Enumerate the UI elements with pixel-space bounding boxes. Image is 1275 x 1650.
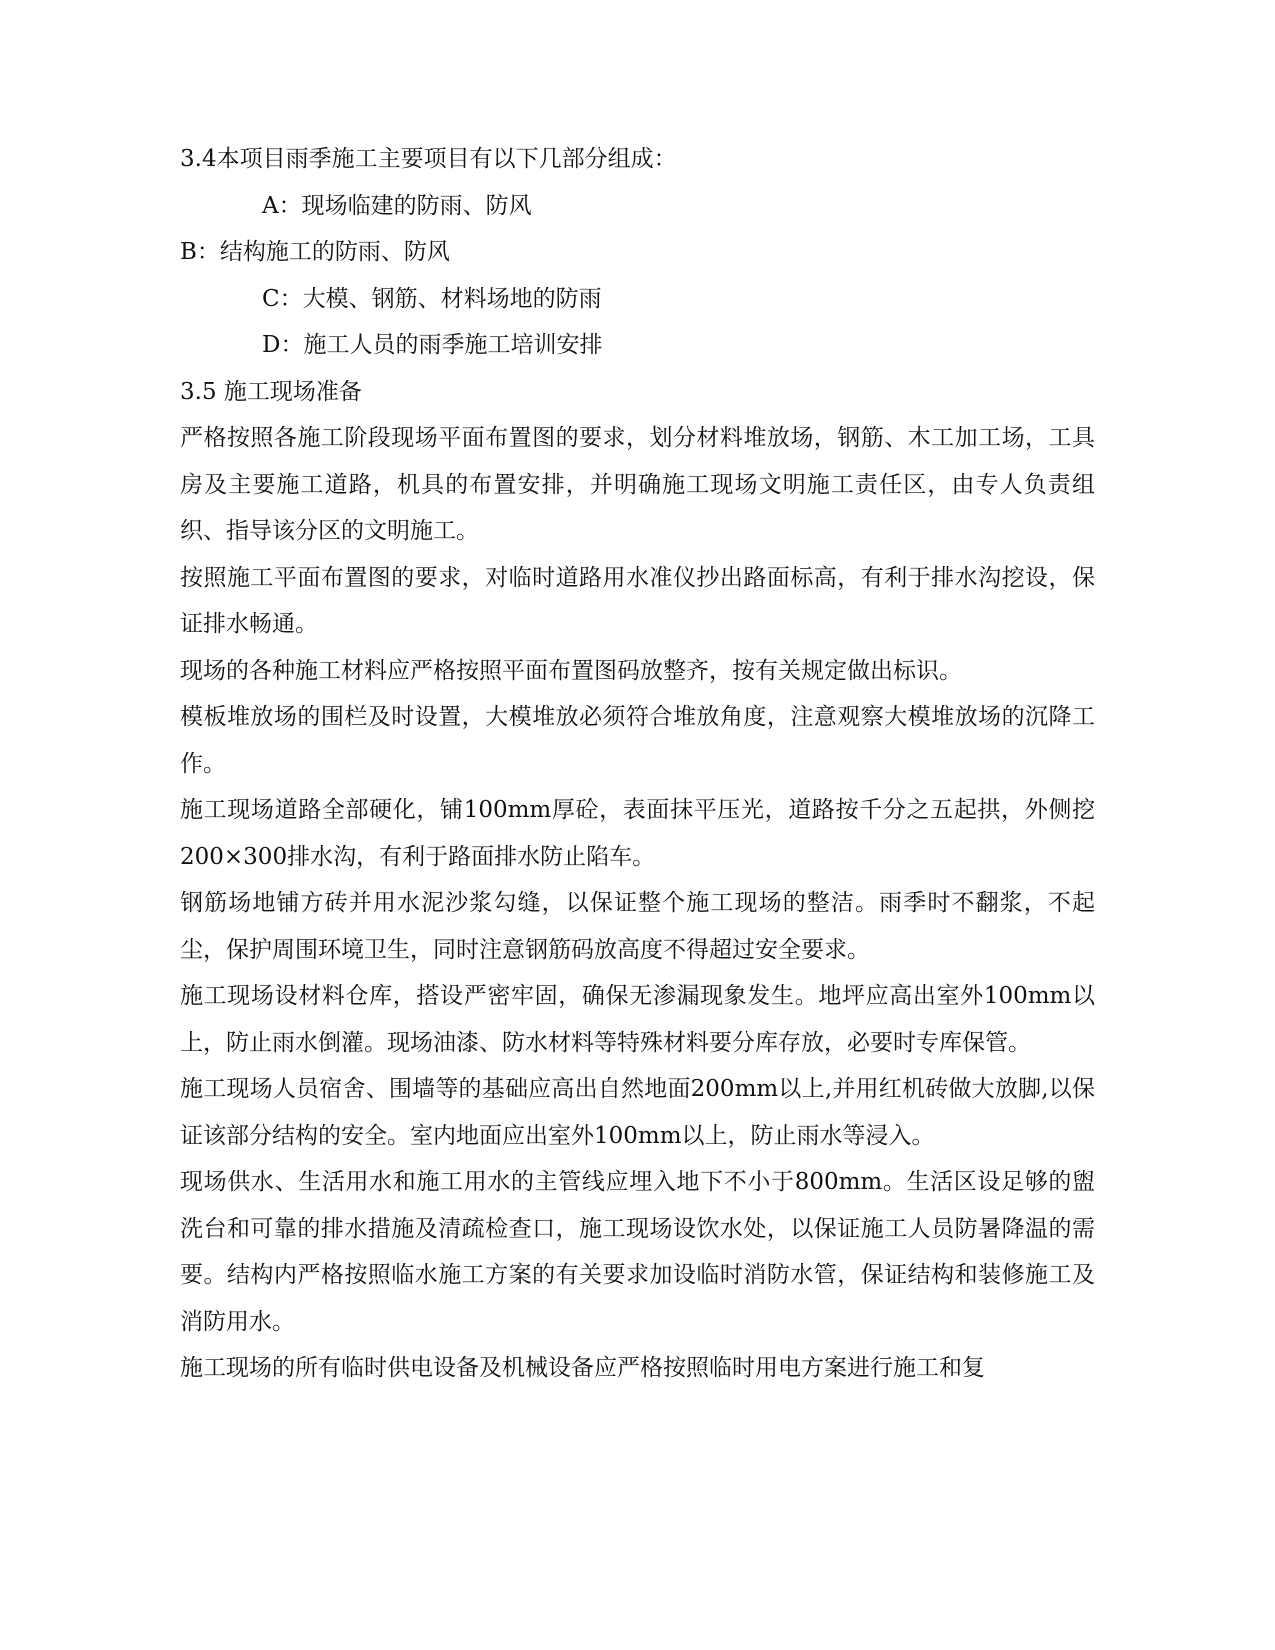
paragraph-power-supply: 施工现场的所有临时供电设备及机械设备应严格按照临时用电方案进行施工和复 <box>180 1355 985 1381</box>
paragraph-road-elevation: 按照施工平面布置图的要求，对临时道路用水准仪抄出路面标高，有利于排水沟挖设，保证排水畅通。 <box>180 564 1095 637</box>
paragraph-rebar-yard: 钢筋场地铺方砖并用水泥沙浆勾缝，以保证整个施工现场的整洁。雨季时不翻浆，不起尘，保护周围环境卫生，同时注意钢筋码放高度不得超过安全要求。 <box>180 890 1095 963</box>
list-item-b: B：结构施工的防雨、防风 <box>180 239 450 265</box>
list-item-d: D：施工人员的雨季施工培训安排 <box>262 332 603 358</box>
document-page <box>180 136 1095 1392</box>
list-item-a: A：现场临建的防雨、防风 <box>262 192 532 219</box>
paragraph-site-layout: 严格按照各施工阶段现场平面布置图的要求，划分材料堆放场，钢筋、木工加工场，工具房及主要施工道路，机具的布置安排，并明确施工现场文明施工责任区，由专人负责组织、指导该分区的文明施工。 <box>180 425 1095 544</box>
paragraph-warehouse: 施工现场设材料仓库，搭设严密牢固，确保无渗漏现象发生。地坪应高出室外100mm以上，防止雨水倒灌。现场油漆、防水材料等特殊材料要分库存放，必要时专库保管。 <box>180 983 1095 1056</box>
paragraph-road-hardening: 施工现场道路全部硬化，铺100mm厚砼，表面抹平压光，道路按千分之五起拱，外侧挖200×300排水沟，有利于路面排水防止陷车。 <box>180 797 1095 870</box>
paragraph-water-supply: 现场供水、生活用水和施工用水的主管线应埋入地下不小于800mm。生活区设足够的盥洗台和可靠的排水措施及清疏检查口，施工现场设饮水处，以保证施工人员防暑降温的需要。结构内严格按照临水施工方案的有关要求加设临时消防水管，保证结构和装修施工及消防用水。 <box>180 1169 1095 1335</box>
paragraph-dormitory: 施工现场人员宿舍、围墙等的基础应高出自然地面200mm以上,并用红机砖做大放脚,以保证该部分结构的安全。室内地面应出室外100mm以上，防止雨水等浸入。 <box>180 1076 1095 1149</box>
paragraph-material-stacking: 现场的各种施工材料应严格按照平面布置图码放整齐，按有关规定做出标识。 <box>180 657 962 684</box>
paragraph-formwork-yard: 模板堆放场的围栏及时设置，大模堆放必须符合堆放角度，注意观察大模堆放场的沉降工作。 <box>180 704 1095 777</box>
section-3-5-heading: 3.5 施工现场准备 <box>180 378 362 405</box>
list-item-c: C：大模、钢筋、材料场地的防雨 <box>262 285 602 312</box>
section-3-4-heading: 3.4本项目雨季施工主要项目有以下几部分组成： <box>180 146 677 172</box>
